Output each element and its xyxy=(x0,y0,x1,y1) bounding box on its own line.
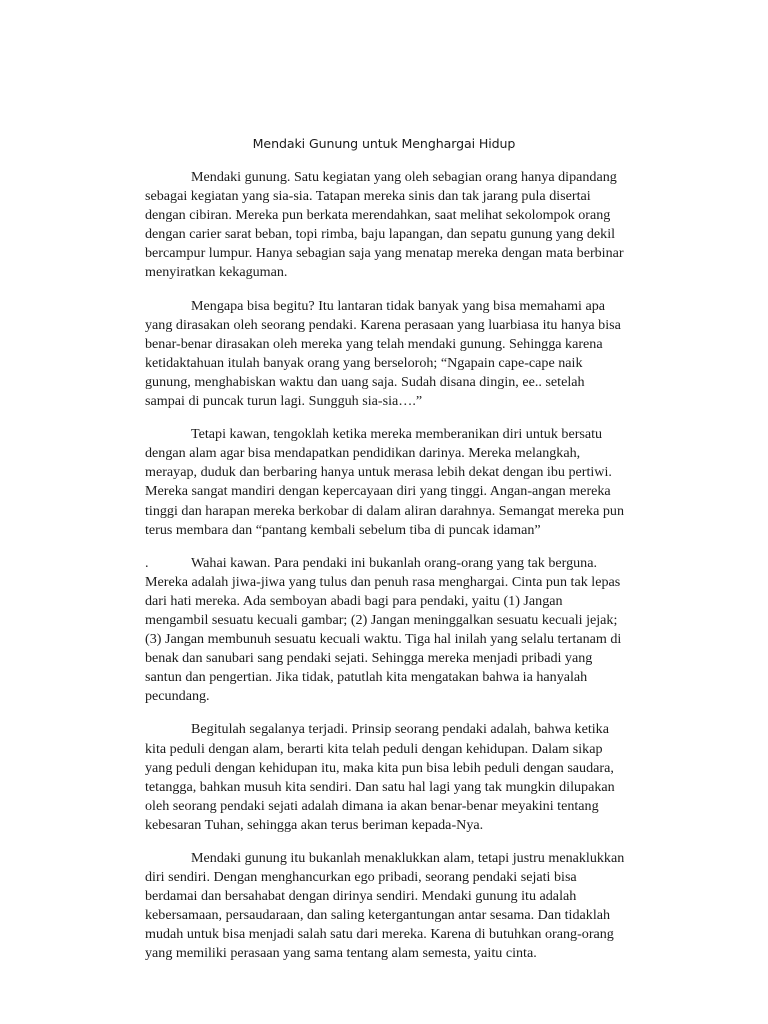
stray-mark: . xyxy=(145,554,149,571)
paragraph-4 xyxy=(145,554,627,707)
paragraph-6: Mendaki gunung itu bukanlah menaklukkan alam, tetapi justru menaklukkan diri sendiri. Dengan menghancurkan ego pribadi, seorang pendaki sejati bisa berdamai dan bersahabat dengan dirinya sendiri. Mendaki gunung itu adalah kebersamaan, persaudaraan, dan saling ketergantungan antar sesama. Dan tidaklah mudah untuk bisa menjadi salah satu dari mereka. Karena di butuhkan orang-orang yang memiliki perasaan yang sama tentang alam semesta, yaitu cinta. xyxy=(145,850,625,962)
paragraph-4-text: Wahai kawan. Para pendaki ini bukanlah orang-orang yang tak berguna. Mereka adalah jiwa-jiwa yang tulus dan penuh rasa menghargai. Cinta pun tak lepas dari hati mereka. Ada semboyan abadi bagi para pendaki, yaitu (1) Jangan mengambil sesuatu kecuali gambar; (2) Jangan meninggalkan sesuatu kecuali jejak; (3) Jangan membunuh sesuatu kecuali waktu. Tiga hal inilah yang selalu tertanam di benak dan sanubari sang pendaki sejati. Sehingga mereka menjadi pribadi yang santun dan pengertian. Jika tidak, patutlah kita mengatakan bahwa ia hanyalah pecundang. xyxy=(145,554,622,705)
paragraph-5: Begitulah segalanya terjadi. Prinsip seorang pendaki adalah, bahwa ketika kita peduli dengan alam, berarti kita telah peduli dengan kehidupan. Dalam sikap yang peduli dengan kehidupan itu, maka kita pun bisa lebih peduli dengan saudara, tetangga, bahkan musuh kita sendiri. Dan satu hal lagi yang tak mungkin dilupakan oleh seorang pendaki sejati adalah dimana ia akan benar-benar meyakini tentang kebesaran Tuhan, sehingga akan terus beriman kepada-Nya. xyxy=(145,721,615,833)
paragraph-3: Tetapi kawan, tengoklah ketika mereka memberanikan diri untuk bersatu dengan alam agar bisa mendapatkan pendidikan darinya. Mereka melangkah, merayap, duduk dan berbaring hanya untuk merasa lebih dekat dengan ibu pertiwi. Mereka sangat mandiri dengan kepercayaan diri yang tinggi. Angan-angan mereka tinggi dan harapan mereka berkobar di dalam aliran darahnya. Semangat mereka pun terus membara dan “pantang kembali sebelum tiba di puncak idaman” xyxy=(145,426,624,538)
document-body xyxy=(145,168,627,978)
paragraph-1: Mendaki gunung. Satu kegiatan yang oleh sebagian orang hanya dipandang sebagai kegiatan yang sia-sia. Tatapan mereka sinis dan tak jarang pula disertai dengan cibiran. Mereka pun berkata merendahkan, saat melihat sekolompok orang dengan carier sarat beban, topi rimba, baju lapangan, dan sepatu gunung yang dekil bercampur lumpur. Hanya sebagian saja yang menatap mereka dengan mata berbinar menyiratkan kekaguman. xyxy=(145,169,624,281)
paragraph-2: Mengapa bisa begitu? Itu lantaran tidak banyak yang bisa memahami apa yang dirasakan oleh seorang pendaki. Karena perasaan yang luarbiasa itu hanya bisa benar-benar dirasakan oleh mereka yang telah mendaki gunung. Sehingga karena ketidaktahuan itulah banyak orang yang berseloroh; “Ngapain cape-cape naik gunung, menghabiskan waktu dan uang saja. Sudah disana dingin, ee.. setelah sampai di puncak turun lagi. Sungguh sia-sia….” xyxy=(145,297,621,410)
document-title: Mendaki Gunung untuk Menghargai Hidup xyxy=(252,136,516,151)
